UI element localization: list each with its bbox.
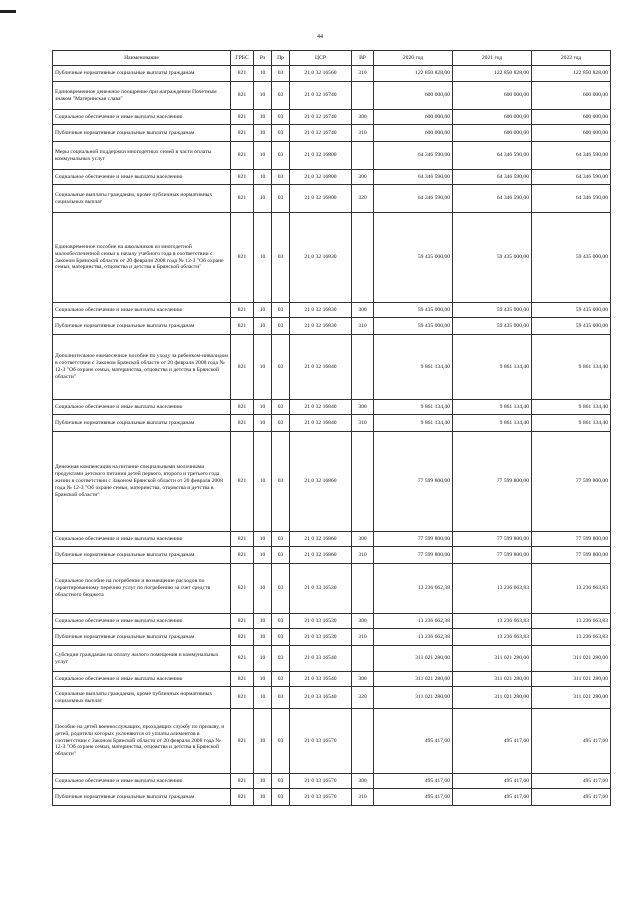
row-2021: 600 000,00 xyxy=(453,125,532,142)
row-rz: 10 xyxy=(254,400,272,415)
row-grbs: 821 xyxy=(231,318,254,335)
row-rz: 10 xyxy=(254,142,272,170)
row-2021: 9 861 134,40 xyxy=(453,415,532,432)
table-row xyxy=(53,774,611,789)
row-csr: 21 0 32 16740 xyxy=(290,82,352,110)
row-rz: 10 xyxy=(254,335,272,400)
row-vr xyxy=(352,335,374,400)
row-name: Дополнительное ежемесячное пособие по уходу за ребенком-инвалидом в соответствии с Законом Брянской области от 20 февраля 2008 года № 12-З "Об охране семьи, материнства, отцовства и детства в Брянской области" xyxy=(53,335,231,400)
table-row xyxy=(53,789,611,806)
row-2020: 600 000,00 xyxy=(374,82,453,110)
row-name: Социальное обеспечение и иные выплаты населению xyxy=(53,170,231,185)
row-2021: 13 236 663,83 xyxy=(453,564,532,614)
table-row xyxy=(53,547,611,564)
row-vr: 310 xyxy=(352,318,374,335)
row-name: Социальное обеспечение и иные выплаты населению xyxy=(53,672,231,687)
row-csr: 21 0 32 16800 xyxy=(290,185,352,213)
row-2021: 311 021 280,00 xyxy=(453,672,532,687)
row-grbs: 821 xyxy=(231,564,254,614)
row-2021: 600 000,00 xyxy=(453,82,532,110)
row-csr: 21 0 32 16830 xyxy=(290,303,352,318)
row-grbs: 821 xyxy=(231,82,254,110)
row-csr: 21 0 32 16560 xyxy=(290,66,352,82)
row-2022: 64 346 590,00 xyxy=(532,142,611,170)
row-2021: 64 346 590,00 xyxy=(453,185,532,213)
row-grbs: 821 xyxy=(231,142,254,170)
row-2021: 64 346 590,00 xyxy=(453,170,532,185)
row-2020: 311 021 280,00 xyxy=(374,672,453,687)
row-pr: 03 xyxy=(272,709,290,774)
table-row xyxy=(53,646,611,672)
row-vr: 310 xyxy=(352,415,374,432)
table-row xyxy=(53,110,611,125)
row-2020: 495 417,60 xyxy=(374,709,453,774)
row-rz: 10 xyxy=(254,66,272,82)
row-grbs: 821 xyxy=(231,335,254,400)
row-vr xyxy=(352,82,374,110)
row-grbs: 821 xyxy=(231,185,254,213)
row-rz: 10 xyxy=(254,547,272,564)
row-grbs: 821 xyxy=(231,687,254,709)
row-name: Социальное обеспечение и иные выплаты населению xyxy=(53,303,231,318)
row-grbs: 821 xyxy=(231,303,254,318)
row-csr: 21 0 32 16740 xyxy=(290,125,352,142)
row-2020: 600 000,00 xyxy=(374,110,453,125)
row-pr: 03 xyxy=(272,142,290,170)
row-pr: 03 xyxy=(272,82,290,110)
table-row xyxy=(53,432,611,532)
row-grbs: 821 xyxy=(231,432,254,532)
row-vr xyxy=(352,564,374,614)
row-rz: 10 xyxy=(254,125,272,142)
row-vr: 310 xyxy=(352,629,374,646)
row-rz: 10 xyxy=(254,318,272,335)
row-2021: 59 435 000,00 xyxy=(453,303,532,318)
row-2020: 59 435 000,00 xyxy=(374,213,453,303)
row-grbs: 821 xyxy=(231,532,254,547)
row-pr: 03 xyxy=(272,614,290,629)
table-row xyxy=(53,125,611,142)
row-name: Публичные нормативные социальные выплаты гражданам xyxy=(53,789,231,806)
row-csr: 21 0 32 16840 xyxy=(290,415,352,432)
row-pr: 03 xyxy=(272,532,290,547)
row-grbs: 821 xyxy=(231,709,254,774)
row-vr xyxy=(352,432,374,532)
row-name: Публичные нормативные социальные выплаты гражданам xyxy=(53,415,231,432)
row-csr: 21 0 32 16860 xyxy=(290,532,352,547)
row-2021: 13 236 663,83 xyxy=(453,614,532,629)
row-pr: 03 xyxy=(272,629,290,646)
row-2022: 77 599 800,00 xyxy=(532,532,611,547)
row-csr: 21 0 32 16860 xyxy=(290,432,352,532)
row-csr: 21 0 32 16800 xyxy=(290,170,352,185)
row-2020: 59 435 000,00 xyxy=(374,318,453,335)
table-row xyxy=(53,82,611,110)
row-pr: 03 xyxy=(272,687,290,709)
row-vr: 320 xyxy=(352,185,374,213)
row-grbs: 821 xyxy=(231,415,254,432)
row-2022: 13 236 663,83 xyxy=(532,629,611,646)
scan-edge-mark xyxy=(0,10,16,13)
row-rz: 10 xyxy=(254,415,272,432)
row-pr: 03 xyxy=(272,432,290,532)
col-header-pr: Пр xyxy=(272,51,290,66)
row-csr: 21 0 33 16530 xyxy=(290,564,352,614)
row-2020: 122 850 828,00 xyxy=(374,66,453,82)
row-name: Социальное обеспечение и иные выплаты населению xyxy=(53,400,231,415)
row-grbs: 821 xyxy=(231,672,254,687)
table-row xyxy=(53,66,611,82)
table-row xyxy=(53,415,611,432)
row-vr: 300 xyxy=(352,774,374,789)
row-csr: 21 0 33 16530 xyxy=(290,629,352,646)
row-2020: 13 236 662,38 xyxy=(374,614,453,629)
row-vr: 300 xyxy=(352,532,374,547)
row-vr xyxy=(352,646,374,672)
row-grbs: 821 xyxy=(231,614,254,629)
table-row xyxy=(53,614,611,629)
row-rz: 10 xyxy=(254,532,272,547)
row-2022: 311 021 280,00 xyxy=(532,672,611,687)
row-2021: 77 599 800,00 xyxy=(453,432,532,532)
row-csr: 21 0 32 16740 xyxy=(290,110,352,125)
row-2020: 13 236 662,38 xyxy=(374,629,453,646)
col-header-csr: ЦСР xyxy=(290,51,352,66)
row-rz: 10 xyxy=(254,709,272,774)
row-name: Социальное обеспечение и иные выплаты населению xyxy=(53,614,231,629)
row-2021: 495 417,60 xyxy=(453,789,532,806)
row-pr: 03 xyxy=(272,646,290,672)
row-csr: 21 0 33 16540 xyxy=(290,646,352,672)
row-csr: 21 0 33 16540 xyxy=(290,687,352,709)
row-rz: 10 xyxy=(254,629,272,646)
row-vr: 310 xyxy=(352,547,374,564)
row-2021: 77 599 800,00 xyxy=(453,547,532,564)
row-vr: 300 xyxy=(352,400,374,415)
row-2022: 9 861 134,40 xyxy=(532,415,611,432)
row-csr: 21 0 32 16830 xyxy=(290,318,352,335)
row-name: Меры социальной поддержки многодетных семей в части оплаты коммунальных услуг xyxy=(53,142,231,170)
row-2020: 13 236 662,38 xyxy=(374,564,453,614)
row-name: Социальное обеспечение и иные выплаты населению xyxy=(53,532,231,547)
row-rz: 10 xyxy=(254,614,272,629)
table-row xyxy=(53,400,611,415)
col-header-2020: 2020 год xyxy=(374,51,453,66)
row-vr: 300 xyxy=(352,303,374,318)
row-2022: 13 236 663,83 xyxy=(532,614,611,629)
row-name: Публичные нормативные социальные выплаты гражданам xyxy=(53,66,231,82)
row-vr xyxy=(352,213,374,303)
table-row xyxy=(53,335,611,400)
row-name: Социальные выплаты гражданам, кроме публичных нормативных социальных выплат xyxy=(53,185,231,213)
row-vr: 320 xyxy=(352,687,374,709)
row-grbs: 821 xyxy=(231,170,254,185)
row-grbs: 821 xyxy=(231,66,254,82)
row-pr: 03 xyxy=(272,564,290,614)
row-2021: 122 850 828,00 xyxy=(453,66,532,82)
row-grbs: 821 xyxy=(231,629,254,646)
col-header-rz: Рз xyxy=(254,51,272,66)
table-row xyxy=(53,709,611,774)
row-2021: 64 346 590,00 xyxy=(453,142,532,170)
row-2020: 64 346 590,00 xyxy=(374,185,453,213)
row-2021: 495 417,60 xyxy=(453,774,532,789)
table-row xyxy=(53,672,611,687)
row-pr: 03 xyxy=(272,125,290,142)
row-rz: 10 xyxy=(254,170,272,185)
row-2022: 59 435 000,00 xyxy=(532,303,611,318)
row-csr: 21 0 33 16570 xyxy=(290,774,352,789)
col-header-grbs: ГРБС xyxy=(231,51,254,66)
row-2022: 495 417,60 xyxy=(532,709,611,774)
row-csr: 21 0 33 16530 xyxy=(290,614,352,629)
row-rz: 10 xyxy=(254,687,272,709)
row-pr: 03 xyxy=(272,415,290,432)
row-pr: 03 xyxy=(272,66,290,82)
row-2020: 9 861 134,40 xyxy=(374,400,453,415)
row-rz: 10 xyxy=(254,672,272,687)
row-pr: 03 xyxy=(272,318,290,335)
table-row xyxy=(53,532,611,547)
row-2022: 13 236 663,83 xyxy=(532,564,611,614)
table-row xyxy=(53,303,611,318)
row-2021: 311 021 280,00 xyxy=(453,646,532,672)
row-pr: 03 xyxy=(272,335,290,400)
table-row xyxy=(53,564,611,614)
row-name: Социальное пособие на погребение и возмещение расходов по гарантированному перечню услуг по погребению за счет средств областного бюджета xyxy=(53,564,231,614)
row-2020: 311 021 280,00 xyxy=(374,687,453,709)
row-rz: 10 xyxy=(254,789,272,806)
row-name: Денежная компенсация на питание специальными молочными продуктами детского питания детей первого, второго и третьего года жизни в соответствии с Законом Брянской области от 20 февраля 2008 года № 12-З "Об охране семьи, материнства, отцовства и детства в Брянской области" xyxy=(53,432,231,532)
row-2022: 311 021 280,00 xyxy=(532,687,611,709)
row-2022: 9 861 134,40 xyxy=(532,335,611,400)
row-vr: 300 xyxy=(352,614,374,629)
row-pr: 03 xyxy=(272,672,290,687)
row-pr: 03 xyxy=(272,303,290,318)
row-2021: 9 861 134,40 xyxy=(453,335,532,400)
row-vr: 310 xyxy=(352,125,374,142)
row-2022: 64 346 590,00 xyxy=(532,185,611,213)
row-rz: 10 xyxy=(254,185,272,213)
row-2022: 122 850 828,00 xyxy=(532,66,611,82)
row-csr: 21 0 32 16840 xyxy=(290,400,352,415)
row-vr xyxy=(352,709,374,774)
row-vr: 310 xyxy=(352,789,374,806)
row-rz: 10 xyxy=(254,774,272,789)
row-2022: 600 000,00 xyxy=(532,110,611,125)
row-2022: 495 417,60 xyxy=(532,774,611,789)
row-2022: 311 021 280,00 xyxy=(532,646,611,672)
row-grbs: 821 xyxy=(231,125,254,142)
row-2021: 600 000,00 xyxy=(453,110,532,125)
row-2020: 311 021 280,00 xyxy=(374,646,453,672)
row-2020: 77 599 800,00 xyxy=(374,432,453,532)
row-2020: 59 435 000,00 xyxy=(374,303,453,318)
row-2020: 495 417,60 xyxy=(374,774,453,789)
row-pr: 03 xyxy=(272,110,290,125)
row-rz: 10 xyxy=(254,82,272,110)
row-name: Социальное обеспечение и иные выплаты населению xyxy=(53,110,231,125)
table-row xyxy=(53,170,611,185)
row-name: Публичные нормативные социальные выплаты гражданам xyxy=(53,629,231,646)
row-name: Социальное обеспечение и иные выплаты населению xyxy=(53,774,231,789)
row-csr: 21 0 32 16840 xyxy=(290,335,352,400)
row-2021: 59 435 000,00 xyxy=(453,318,532,335)
row-vr: 300 xyxy=(352,672,374,687)
row-2022: 59 435 000,00 xyxy=(532,213,611,303)
row-rz: 10 xyxy=(254,303,272,318)
row-2022: 59 435 000,00 xyxy=(532,318,611,335)
row-2020: 9 861 134,40 xyxy=(374,335,453,400)
row-grbs: 821 xyxy=(231,547,254,564)
row-csr: 21 0 32 16860 xyxy=(290,547,352,564)
row-2022: 600 000,00 xyxy=(532,125,611,142)
row-2020: 495 417,60 xyxy=(374,789,453,806)
col-header-name: Наименование xyxy=(53,51,231,66)
col-header-2022: 2022 год xyxy=(532,51,611,66)
row-2020: 64 346 590,00 xyxy=(374,142,453,170)
row-rz: 10 xyxy=(254,646,272,672)
table-row xyxy=(53,687,611,709)
row-2022: 77 599 800,00 xyxy=(532,432,611,532)
row-2020: 9 861 134,40 xyxy=(374,415,453,432)
row-pr: 03 xyxy=(272,789,290,806)
table-row xyxy=(53,142,611,170)
row-name: Единовременное денежное поощрение при награждении Почетным знаком "Материнская слава" xyxy=(53,82,231,110)
row-pr: 03 xyxy=(272,547,290,564)
table-row xyxy=(53,185,611,213)
row-rz: 10 xyxy=(254,110,272,125)
row-csr: 21 0 33 16570 xyxy=(290,789,352,806)
row-csr: 21 0 32 16830 xyxy=(290,213,352,303)
col-header-vr: ВР xyxy=(352,51,374,66)
row-name: Публичные нормативные социальные выплаты гражданам xyxy=(53,547,231,564)
row-rz: 10 xyxy=(254,564,272,614)
row-name: Публичные нормативные социальные выплаты гражданам xyxy=(53,125,231,142)
row-name: Субсидии гражданам на оплату жилого помещения и коммунальных услуг xyxy=(53,646,231,672)
row-vr: 300 xyxy=(352,170,374,185)
row-pr: 03 xyxy=(272,774,290,789)
row-pr: 03 xyxy=(272,213,290,303)
row-2021: 13 236 663,83 xyxy=(453,629,532,646)
row-csr: 21 0 33 16570 xyxy=(290,709,352,774)
row-name: Пособие на детей военнослужащих, проходящих службу по призыву, и детей, родители которых уклоняются от уплаты алиментов в соответствии с Законом Брянской области от 20 февраля 2008 года № 12-З "Об охране семьи, материнства, отцовства и детства в Брянской области" xyxy=(53,709,231,774)
row-grbs: 821 xyxy=(231,774,254,789)
row-2022: 77 599 800,00 xyxy=(532,547,611,564)
row-csr: 21 0 32 16800 xyxy=(290,142,352,170)
row-vr xyxy=(352,142,374,170)
row-name: Социальные выплаты гражданам, кроме публичных нормативных социальных выплат xyxy=(53,687,231,709)
row-rz: 10 xyxy=(254,213,272,303)
row-rz: 10 xyxy=(254,432,272,532)
table-row xyxy=(53,213,611,303)
row-vr: 300 xyxy=(352,110,374,125)
row-2022: 495 417,60 xyxy=(532,789,611,806)
row-2021: 77 599 800,00 xyxy=(453,532,532,547)
row-grbs: 821 xyxy=(231,646,254,672)
row-2021: 59 435 000,00 xyxy=(453,213,532,303)
row-grbs: 821 xyxy=(231,213,254,303)
row-2021: 9 861 134,40 xyxy=(453,400,532,415)
row-2022: 64 346 590,00 xyxy=(532,170,611,185)
row-pr: 03 xyxy=(272,170,290,185)
table-body xyxy=(53,66,611,806)
row-pr: 03 xyxy=(272,185,290,213)
row-2020: 77 599 800,00 xyxy=(374,532,453,547)
row-2022: 9 861 134,40 xyxy=(532,400,611,415)
row-2020: 600 000,00 xyxy=(374,125,453,142)
budget-table xyxy=(52,50,611,806)
row-grbs: 821 xyxy=(231,400,254,415)
table-header-row xyxy=(53,51,611,66)
table-row xyxy=(53,318,611,335)
row-csr: 21 0 33 16540 xyxy=(290,672,352,687)
row-2021: 495 417,60 xyxy=(453,709,532,774)
row-name: Единовременное пособие на школьников из многодетной малообеспеченной семьи к началу учебного года в соответствии с Законом Брянской области от 20 февраля 2008 года № 12-З "Об охране семьи, материнства, отцовства и детства в Брянской области" xyxy=(53,213,231,303)
row-2021: 311 021 280,00 xyxy=(453,687,532,709)
row-2020: 77 599 800,00 xyxy=(374,547,453,564)
row-2020: 64 346 590,00 xyxy=(374,170,453,185)
row-2022: 600 000,00 xyxy=(532,82,611,110)
row-pr: 03 xyxy=(272,400,290,415)
row-grbs: 821 xyxy=(231,110,254,125)
col-header-2021: 2021 год xyxy=(453,51,532,66)
row-name: Публичные нормативные социальные выплаты гражданам xyxy=(53,318,231,335)
page-number: 44 xyxy=(317,34,323,40)
row-vr: 310 xyxy=(352,66,374,82)
table-row xyxy=(53,629,611,646)
row-grbs: 821 xyxy=(231,789,254,806)
